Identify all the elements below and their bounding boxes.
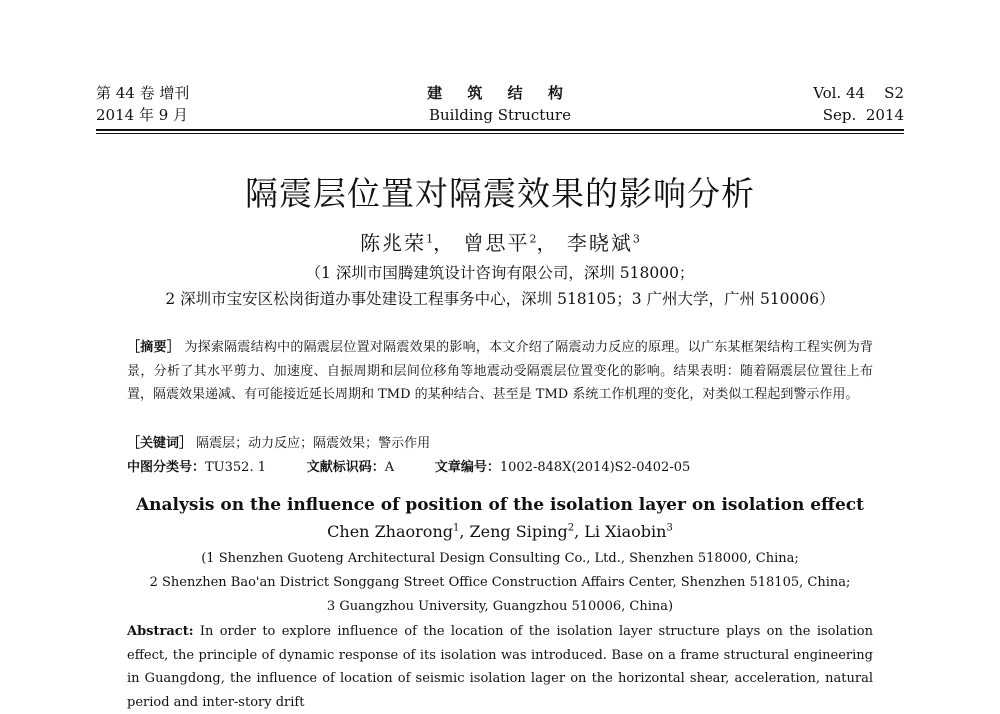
paper-title-cn: 隔震层位置对隔震效果的影响分析 bbox=[245, 174, 755, 213]
affiliation-cn-line2: 2 深圳市宝安区松岗街道办事处建设工程事务中心，深圳 518105；3 广州大学，广州 510006） bbox=[165, 290, 835, 308]
author-affil-mark: 3 bbox=[632, 232, 640, 246]
keywords-cn bbox=[127, 432, 430, 451]
affiliation-en-line3: 3 Guangzhou University, Guangzhou 510006, China) bbox=[326, 599, 674, 614]
keywords-cn-text: 隔震层；动力反应；隔震效果；警示作用 bbox=[196, 436, 431, 451]
abstract-cn bbox=[127, 336, 873, 407]
affiliation-en-line1: (1 Shenzhen Guoteng Architectural Design Consulting Co., Ltd., Shenzhen 518000, China; bbox=[201, 551, 799, 566]
author-affil-mark: 3 bbox=[666, 522, 673, 534]
abstract-en bbox=[127, 620, 873, 714]
author-name: Zeng Siping bbox=[469, 522, 568, 541]
author-name: 李晓斌 bbox=[566, 231, 633, 255]
volume-en: Vol. 44 S2 bbox=[813, 84, 904, 102]
article-no-label: 文章编号： bbox=[434, 460, 500, 475]
affiliation-en-line2: 2 Shenzhen Bao'an District Songgang Street Office Construction Affairs Center, Shenzhen 518105, China; bbox=[149, 575, 851, 590]
clc-label: 中图分类号： bbox=[127, 460, 206, 475]
author-affil-mark: 2 bbox=[529, 232, 537, 246]
abstract-cn-label: ［摘要］ bbox=[127, 340, 180, 355]
author-affil-mark: 1 bbox=[452, 522, 460, 534]
abstract-cn-text: 为探索隔震结构中的隔震层位置对隔震效果的影响，本文介绍了隔震动力反应的原理。以广东某框架结构工程实例为背景，分析了其水平剪力、加速度、自振周期和层间位移角等地震动受隔震层位置变化的影响。结果表明：随着隔震层位置往上布置，隔震效果递减、有可能接近延长周期和 TMD 的某种结合、甚至是 TMD 系统工作机理的变化，对类似工程起到警示作用。 bbox=[127, 340, 873, 402]
header-center bbox=[96, 82, 904, 126]
header-right bbox=[813, 82, 904, 126]
journal-name-en: Building Structure bbox=[429, 106, 571, 124]
article-no-value: 1002-848X(2014)S2-0402-05 bbox=[499, 460, 691, 475]
author-name: 陈兆荣 bbox=[360, 231, 427, 255]
keywords-cn-label: ［关键词］ bbox=[127, 436, 193, 451]
abstract-en-label: Abstract: bbox=[127, 624, 194, 639]
author-affil-mark: 2 bbox=[567, 522, 575, 534]
author-list-en: Chen Zhaorong$^1$, Zeng Siping$^2$, Li Xiaobin$^3$ bbox=[327, 522, 673, 541]
classification-line bbox=[127, 456, 690, 475]
affiliation-cn-line1: （1 深圳市国腾建筑设计咨询有限公司，深圳 518000； bbox=[305, 264, 695, 282]
paper-title-en: Analysis on the influence of position of the isolation layer on isolation effect bbox=[135, 495, 865, 515]
header-rule-thick bbox=[96, 129, 904, 131]
author-affil-mark: 1 bbox=[426, 232, 434, 246]
date-cn: 2014 年 9 月 bbox=[96, 106, 189, 124]
author-list-cn: 陈兆荣$^1$， 曾思平$^2$， 李晓斌$^3$ bbox=[360, 231, 640, 255]
header-rule-thin bbox=[96, 133, 904, 134]
clc-value: TU352. 1 bbox=[205, 460, 266, 475]
date-en: Sep. 2014 bbox=[822, 106, 904, 124]
running-header bbox=[96, 82, 904, 126]
doc-code-label: 文献标识码： bbox=[306, 460, 385, 475]
volume-cn: 第 44 卷 增刊 bbox=[96, 84, 190, 102]
abstract-en-text: In order to explore influence of the location of the isolation layer structure plays on the isolation effect, the principle of dynamic response of its isolation was introduced. Base on a frame structural engineering in Guangdong, the influence of location of seismic isolation lager on the horizontal shear, acceleration, natural period and inter-story drift bbox=[127, 624, 873, 710]
doc-code-value: A bbox=[384, 460, 395, 475]
author-name: 曾思平 bbox=[463, 231, 530, 255]
author-name: Li Xiaobin bbox=[584, 522, 667, 541]
author-name: Chen Zhaorong bbox=[327, 522, 453, 541]
journal-name-cn: 建 筑 结 构 bbox=[427, 84, 573, 102]
